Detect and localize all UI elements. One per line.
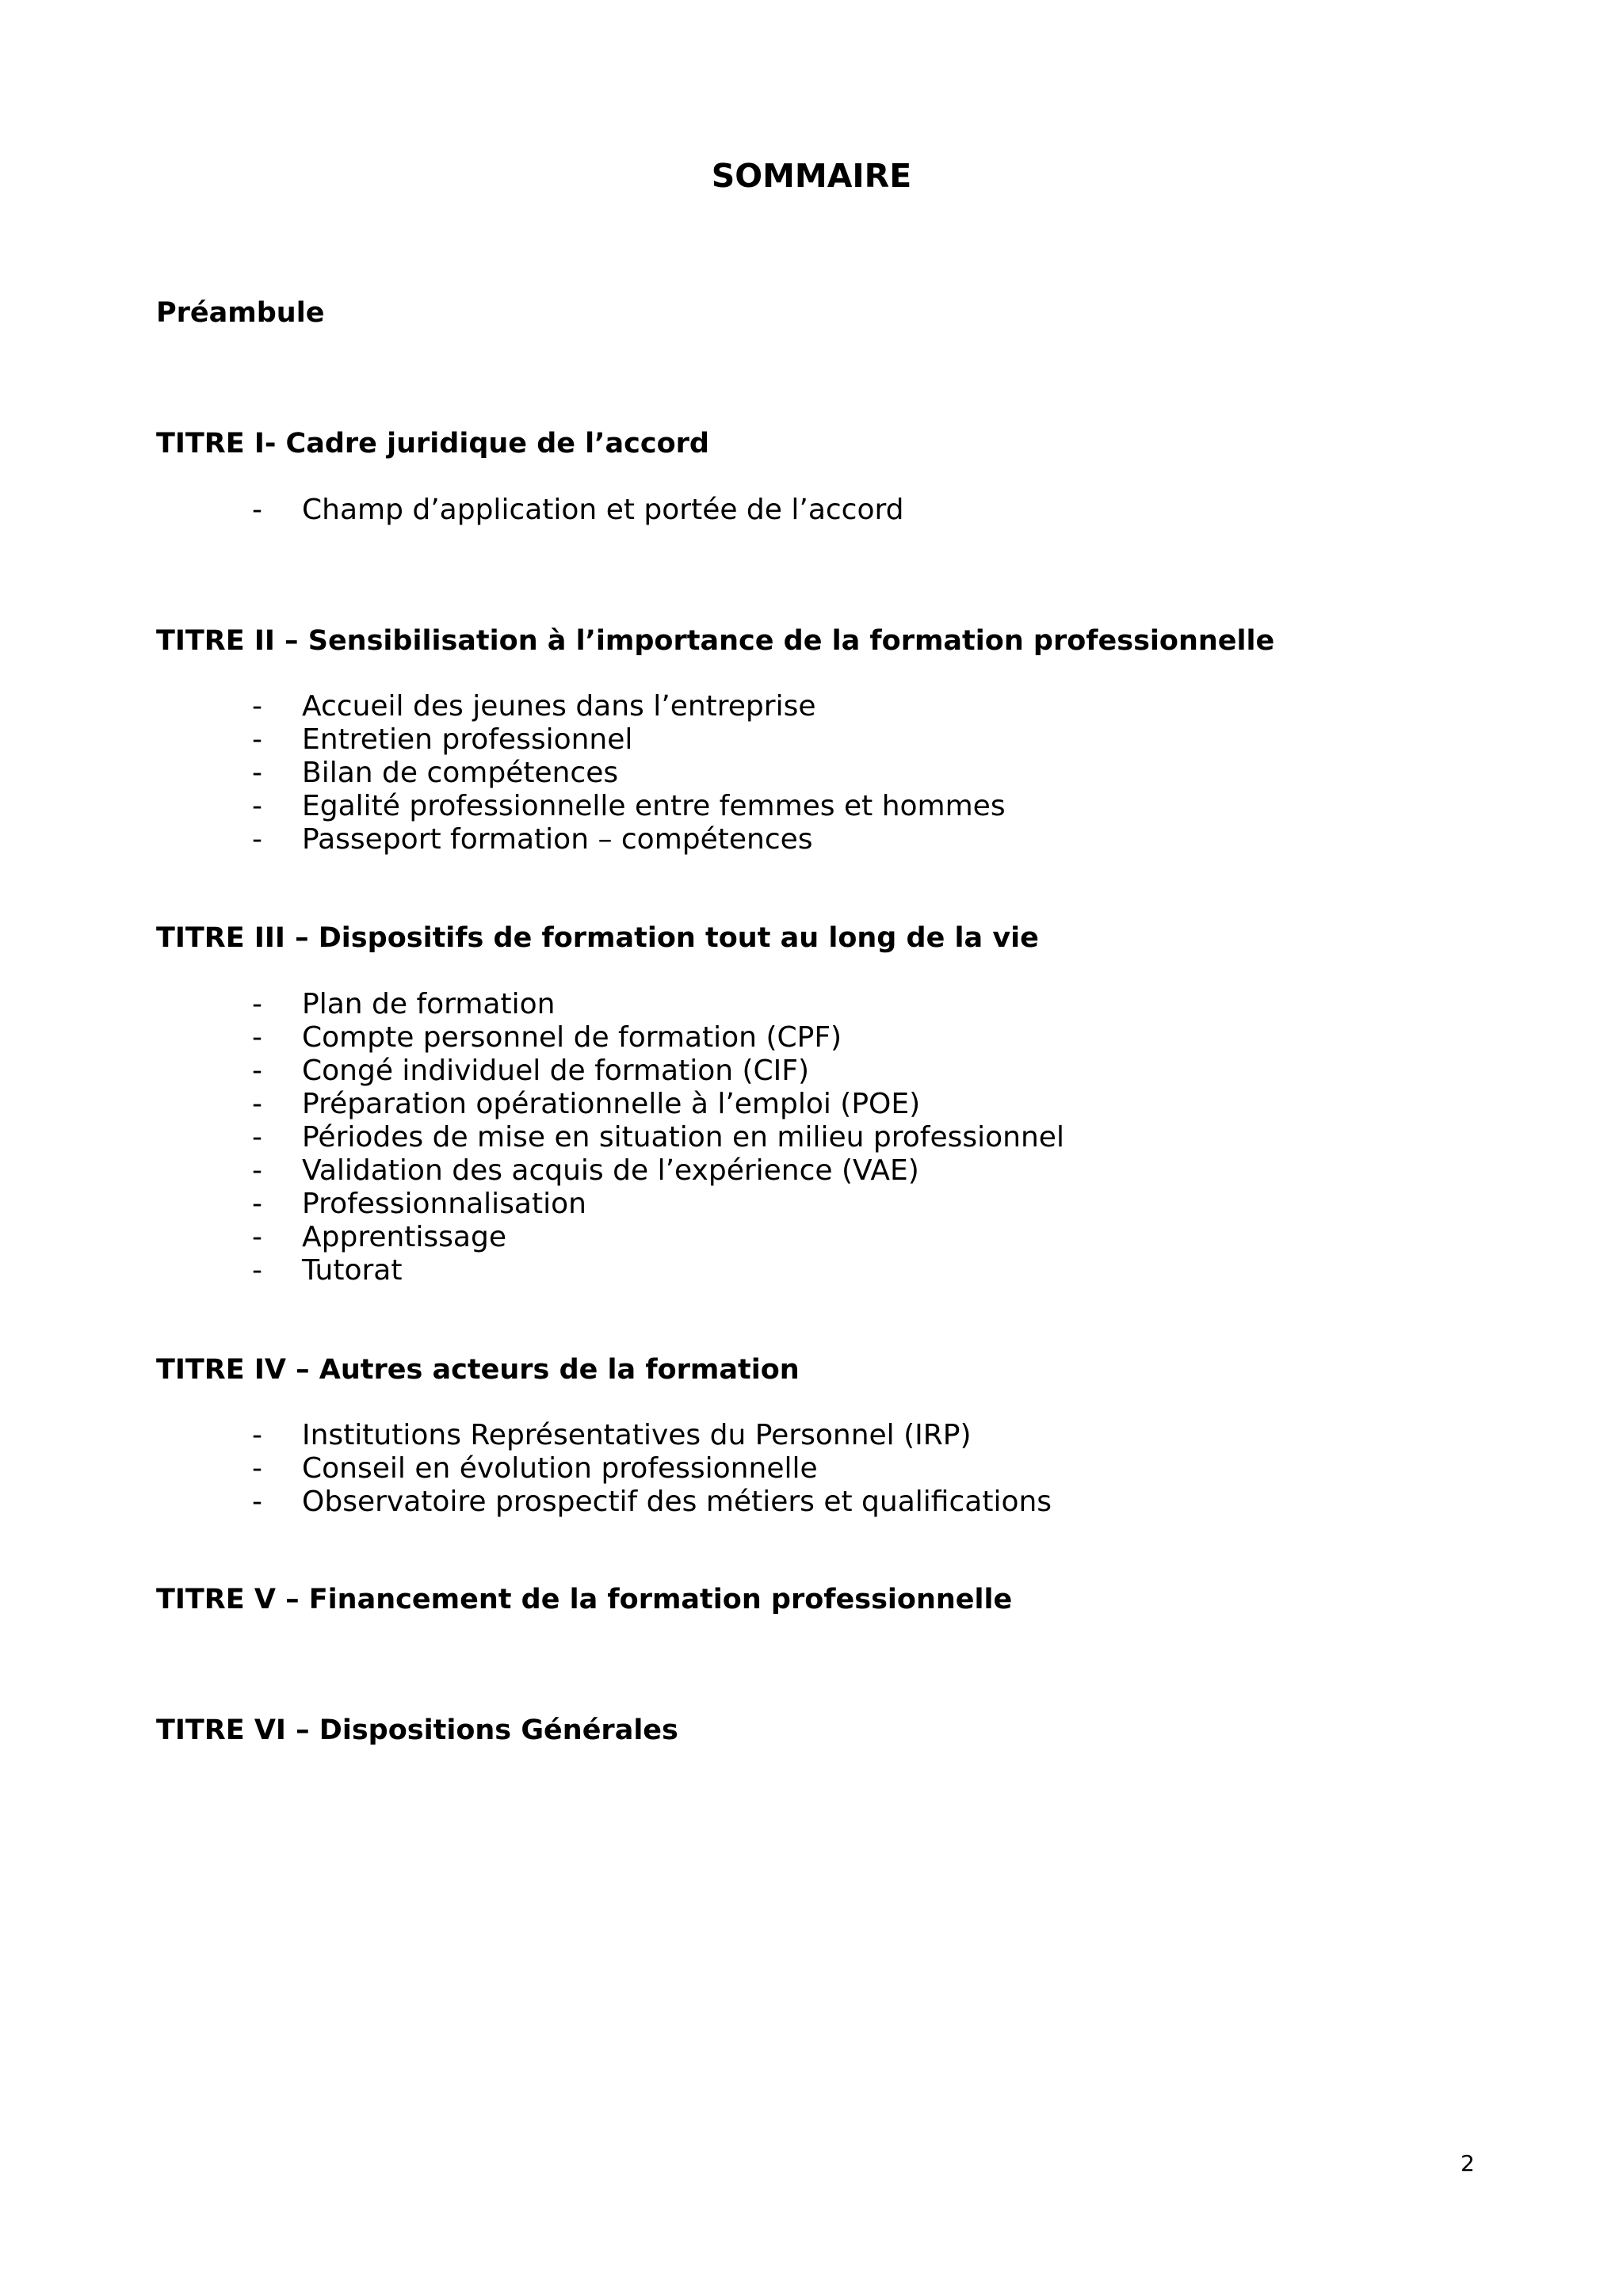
list-item: Préparation opérationnelle à l’emploi (POE) xyxy=(302,1088,921,1120)
list-item: Institutions Représentatives du Personnel (IRP) xyxy=(302,1419,972,1451)
list-item: Compte personnel de formation (CPF) xyxy=(302,1021,842,1054)
list-item: Egalité professionnelle entre femmes et hommes xyxy=(302,790,1006,822)
list-item: Champ d’application et portée de l’accord xyxy=(302,494,904,526)
list-bullet: - xyxy=(252,1419,262,1451)
list-item: Observatoire prospectif des métiers et qualifications xyxy=(302,1486,1052,1518)
list-item: Passeport formation – compétences xyxy=(302,823,813,856)
list-bullet: - xyxy=(252,1021,262,1054)
list-bullet: - xyxy=(252,1055,262,1087)
list-bullet: - xyxy=(252,757,262,789)
list-item: Validation des acquis de l’expérience (VAE) xyxy=(302,1154,919,1187)
section-heading-4: TITRE IV – Autres acteurs de la formation xyxy=(156,1354,800,1386)
list-item: Tutorat xyxy=(302,1254,403,1287)
list-bullet: - xyxy=(252,1452,262,1485)
section-heading-1: TITRE I- Cadre juridique de l’accord xyxy=(156,428,709,460)
list-bullet: - xyxy=(252,790,262,822)
list-bullet: - xyxy=(252,1254,262,1287)
list-bullet: - xyxy=(252,494,262,526)
list-item: Plan de formation xyxy=(302,988,556,1020)
list-bullet: - xyxy=(252,823,262,856)
list-bullet: - xyxy=(252,1221,262,1253)
page-number: 2 xyxy=(1461,2150,1475,2176)
list-bullet: - xyxy=(252,723,262,756)
list-bullet: - xyxy=(252,1188,262,1220)
section-heading-6: TITRE VI – Dispositions Générales xyxy=(156,1714,678,1746)
preamble-heading: Préambule xyxy=(156,297,325,329)
list-bullet: - xyxy=(252,1121,262,1154)
list-bullet: - xyxy=(252,690,262,723)
list-bullet: - xyxy=(252,1486,262,1518)
list-item: Professionnalisation xyxy=(302,1188,586,1220)
document-title: SOMMAIRE xyxy=(711,157,912,195)
list-item: Conseil en évolution professionnelle xyxy=(302,1452,818,1485)
list-bullet: - xyxy=(252,1088,262,1120)
list-item: Accueil des jeunes dans l’entreprise xyxy=(302,690,816,723)
list-item: Apprentissage xyxy=(302,1221,506,1253)
list-item: Entretien professionnel xyxy=(302,723,633,756)
section-heading-5: TITRE V – Financement de la formation professionnelle xyxy=(156,1584,1013,1615)
list-item: Bilan de compétences xyxy=(302,757,619,789)
section-heading-3: TITRE III – Dispositifs de formation tout au long de la vie xyxy=(156,922,1039,954)
list-item: Périodes de mise en situation en milieu professionnel xyxy=(302,1121,1064,1154)
list-bullet: - xyxy=(252,988,262,1020)
list-bullet: - xyxy=(252,1154,262,1187)
list-item: Congé individuel de formation (CIF) xyxy=(302,1055,810,1087)
section-heading-2: TITRE II – Sensibilisation à l’importance de la formation professionnelle xyxy=(156,625,1275,657)
